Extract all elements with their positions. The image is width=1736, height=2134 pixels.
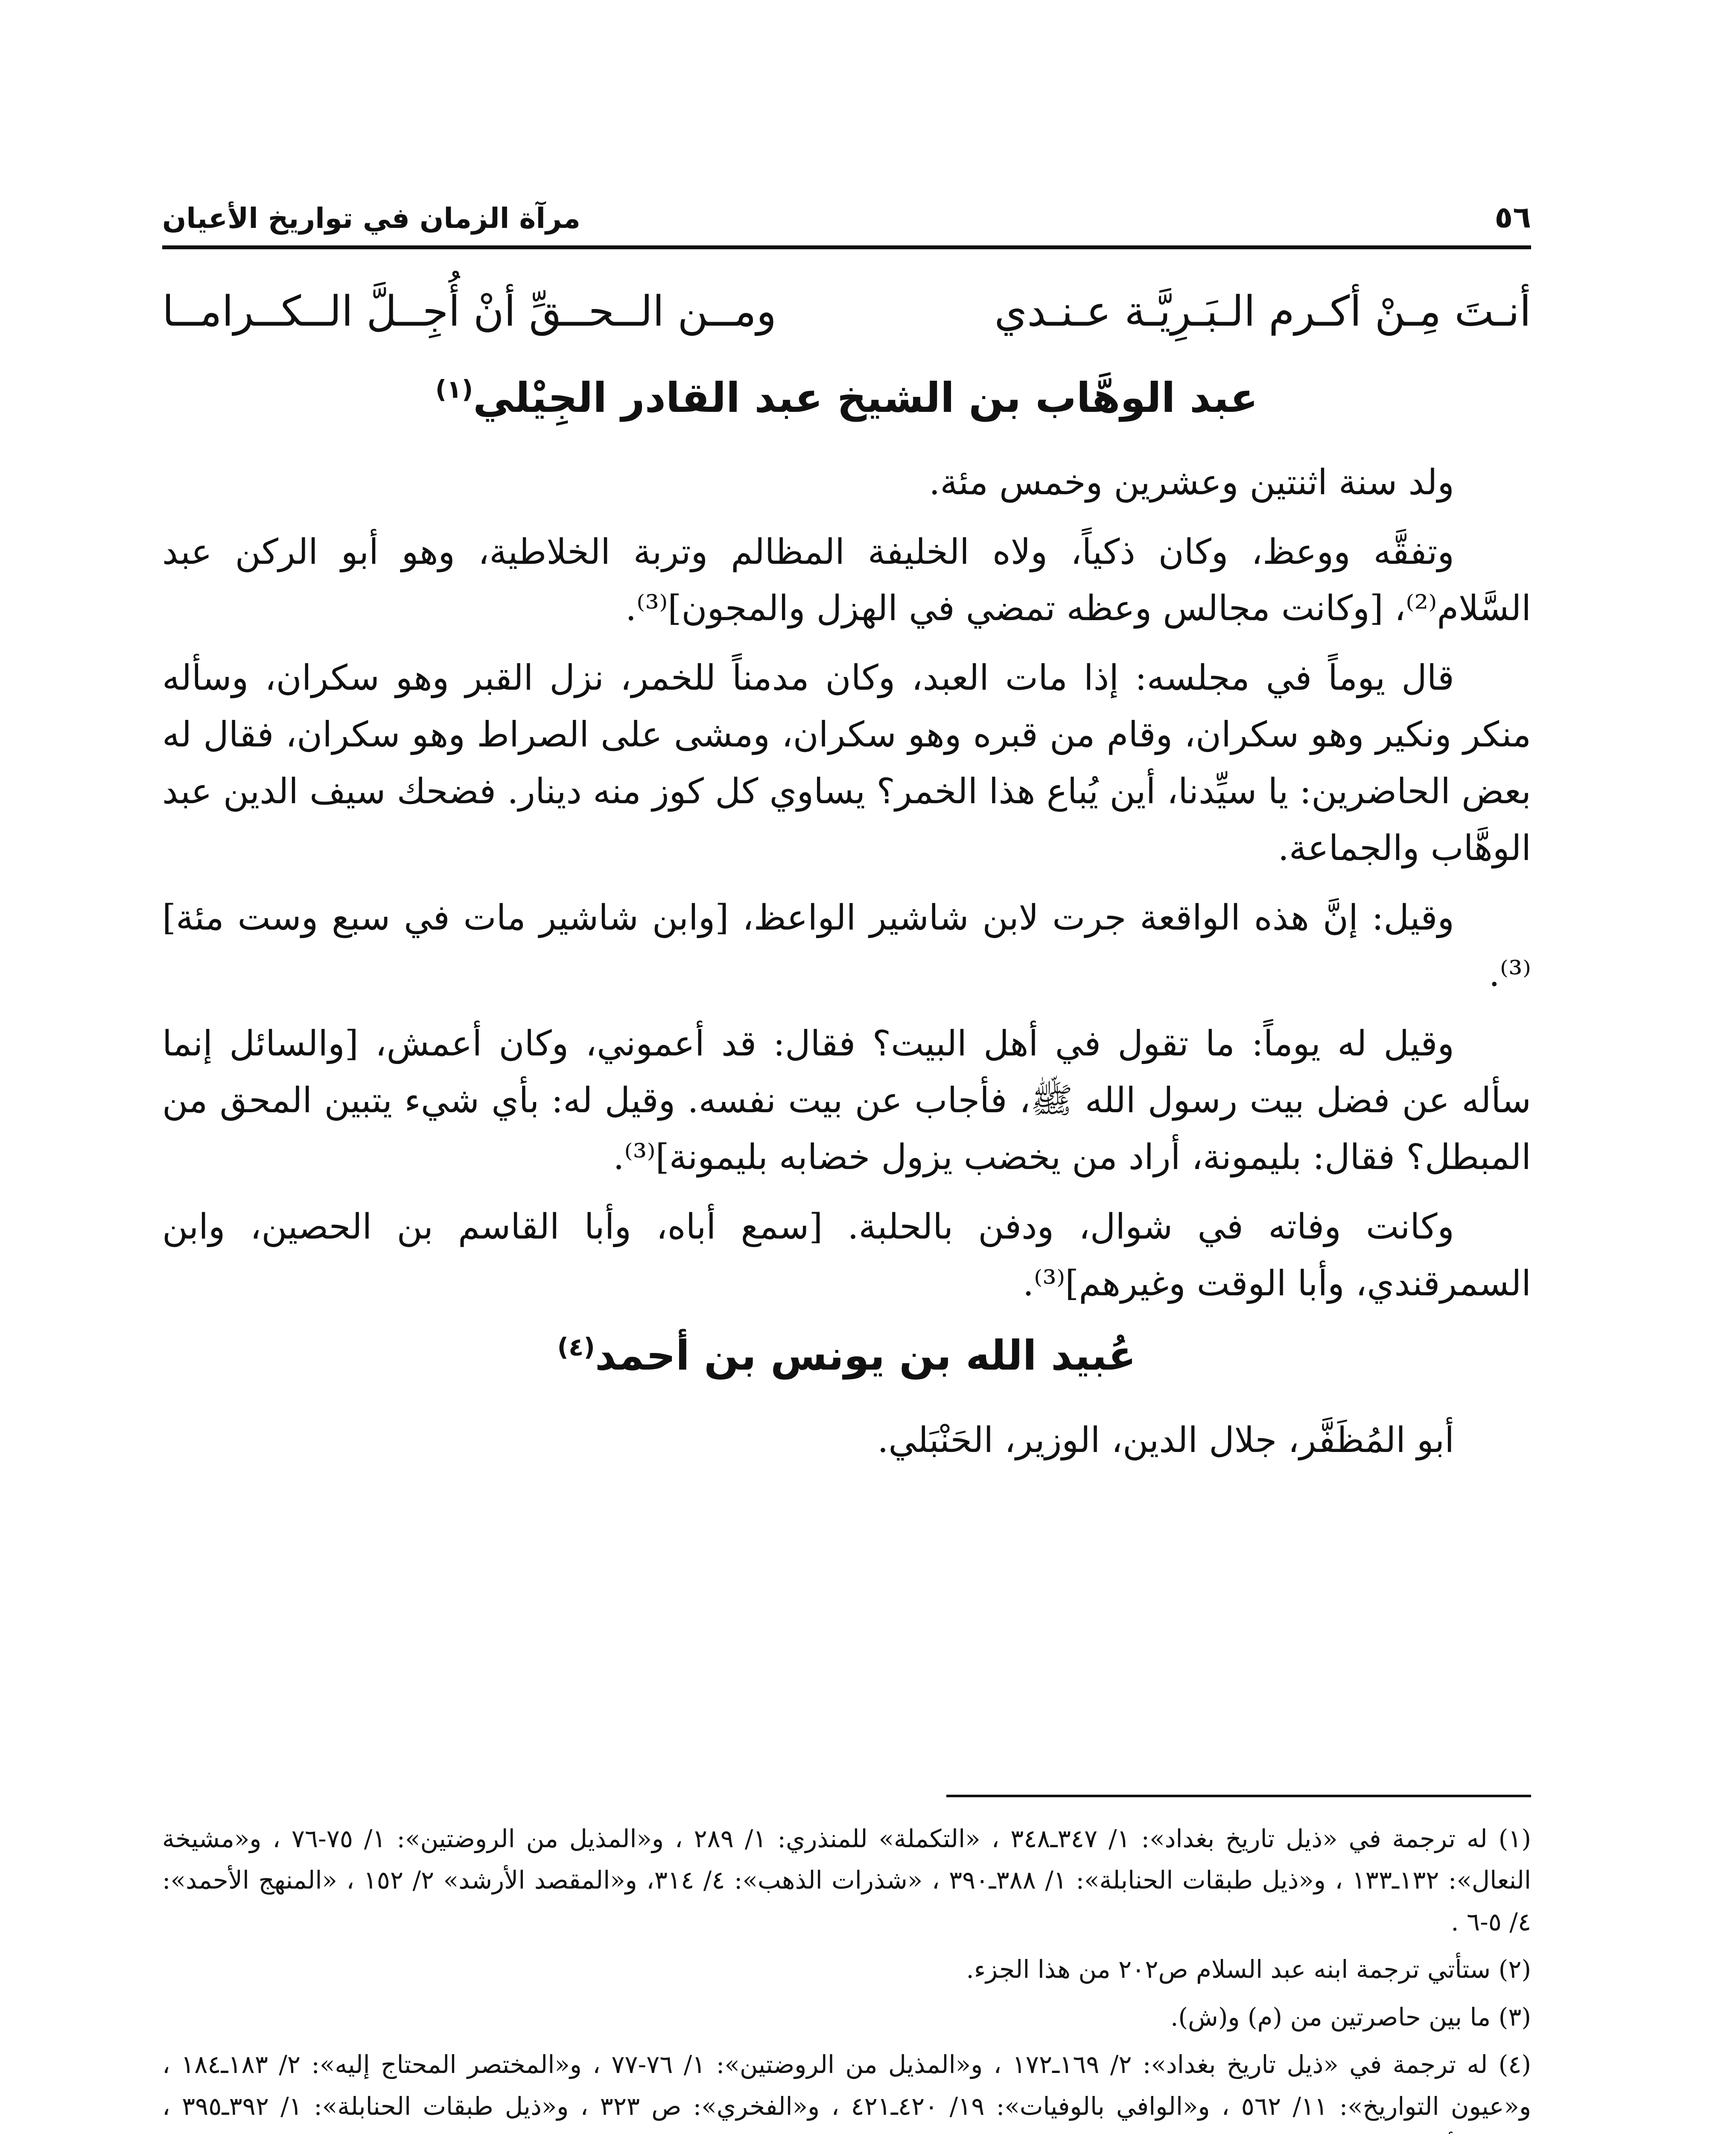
entry-heading xyxy=(162,1329,1531,1382)
entry-heading-text: عبد الوهَّاب بن الشيخ عبد القادر الجِيْلي xyxy=(473,374,1258,422)
page-header xyxy=(162,171,1531,235)
footnote: (٣) ما بين حاصرتين من (م) و(ش). xyxy=(1170,2002,1531,2032)
main-text xyxy=(162,269,1531,1482)
poetry-verse xyxy=(162,269,1531,354)
paragraph: ولد سنة اثنتين وعشرين وخمس مئة. xyxy=(929,462,1454,503)
header-rule xyxy=(162,245,1531,249)
paragraph: وقيل له يوماً: ما تقول في أهل البيت؟ فقال: قد أعموني، وكان أعمش، [والسائل إنما سأله عن فضل بيت رسول الله ﷺ، فأجاب عن بيت نفسه. وقيل له: بأي شيء يتبين المحق من المبطل؟ فقال: بليمونة، أراد من يخضب يزول خضابه بليمونة]⁽³⁾. xyxy=(162,1023,1531,1178)
verse-left-hemistich: ومــن الــحــقِّ أنْ أُجِــلَّ الــكــرامــا xyxy=(162,287,777,336)
footnote-rule xyxy=(946,1795,1531,1797)
paragraph: أبو المُظَفَّر، جلال الدين، الوزير، الحَنْبَلي. xyxy=(877,1420,1454,1461)
footnote: (١) له ترجمة في «ذيل تاريخ بغداد»: ١/ ٣٤٧ـ٣٤٨ ، «التكملة» للمنذري: ١/ ٢٨٩ ، و«المذيل من الروضتين»: ١/ ٧٥-٧٦ ، و«مشيخة النعال»: ١٣٢ـ١٣٣ ، و«ذيل طبقات الحنابلة»: ١/ ٣٨٨ـ٣٩٠ ، «شذرات الذهب»: ٤/ ٣١٤، و«المقصد الأرشد» ٢/ ١٥٢ ، «المنهج الأحمد»: ٤/ ٥-٦ . xyxy=(162,1824,1532,1936)
entry-heading xyxy=(162,371,1531,425)
paragraph: قال يوماً في مجلسه: إذا مات العبد، وكان مدمناً للخمر، نزل القبر وهو سكران، وسأله منكر ونكير وهو سكران، وقام من قبره وهو سكران، ومشى على الصراط وهو سكران، فقال له بعض الحاضرين: يا سيِّدنا، أين يُباع هذا الخمر؟ يساوي كل كوز منه دينار. فضحك سيف الدين عبد الوهَّاب والجماعة. xyxy=(162,658,1531,869)
entry-heading-text: عُبيد الله بن يونس بن أحمد xyxy=(595,1332,1136,1380)
paragraph: وقيل: إنَّ هذه الواقعة جرت لابن شاشير الواعظ، [وابن شاشير مات في سبع وست مئة]⁽³⁾. xyxy=(162,897,1531,995)
footnote-ref: (١) xyxy=(435,375,473,404)
running-title: مرآة الزمان في تواريخ الأعيان xyxy=(162,202,581,235)
footnote: (٤) له ترجمة في «ذيل تاريخ بغداد»: ٢/ ١٦٩ـ١٧٢ ، و«المذيل من الروضتين»: ١/ ٧٦-٧٧ ، و«المختصر المحتاج إليه»: ٢/ ١٨٣ـ١٨٤ ، و«عيون التواريخ»: ١١/ ٥٦٢ ، و«الوافي بالوفيات»: ١٩/ ٤٢٠ـ٤٢١ ، و«الفخري»: ص ٣٢٣ ، و«ذيل طبقات الحنابلة»: ١/ ٣٩٢ـ٣٩٥ ، xyxy=(162,2050,1532,2121)
footnotes xyxy=(162,1818,1531,2134)
footnote-ref: (٤) xyxy=(557,1332,595,1362)
verse-right-hemistich: أنـتَ مِـنْ أكـرم الـبَـرِيَّـة عـنـدي xyxy=(994,287,1531,336)
paragraph: وتفقَّه ووعظ، وكان ذكياً، ولاه الخليفة المظالم وتربة الخلاطية، وهو أبو الركن عبد السَّلام⁽²⁾، [وكانت مجالس وعظه تمضي في الهزل والمجون]⁽³⁾. xyxy=(162,531,1531,629)
footnote: (٢) ستأتي ترجمة ابنه عبد السلام ص٢٠٢ من هذا الجزء. xyxy=(966,1955,1531,1984)
page-number: ٥٦ xyxy=(1494,200,1531,235)
paragraph: وكانت وفاته في شوال، ودفن بالحلبة. [سمع أباه، وأبا القاسم بن الحصين، وابن السمرقندي، وأبا الوقت وغيرهم]⁽³⁾. xyxy=(162,1206,1531,1304)
